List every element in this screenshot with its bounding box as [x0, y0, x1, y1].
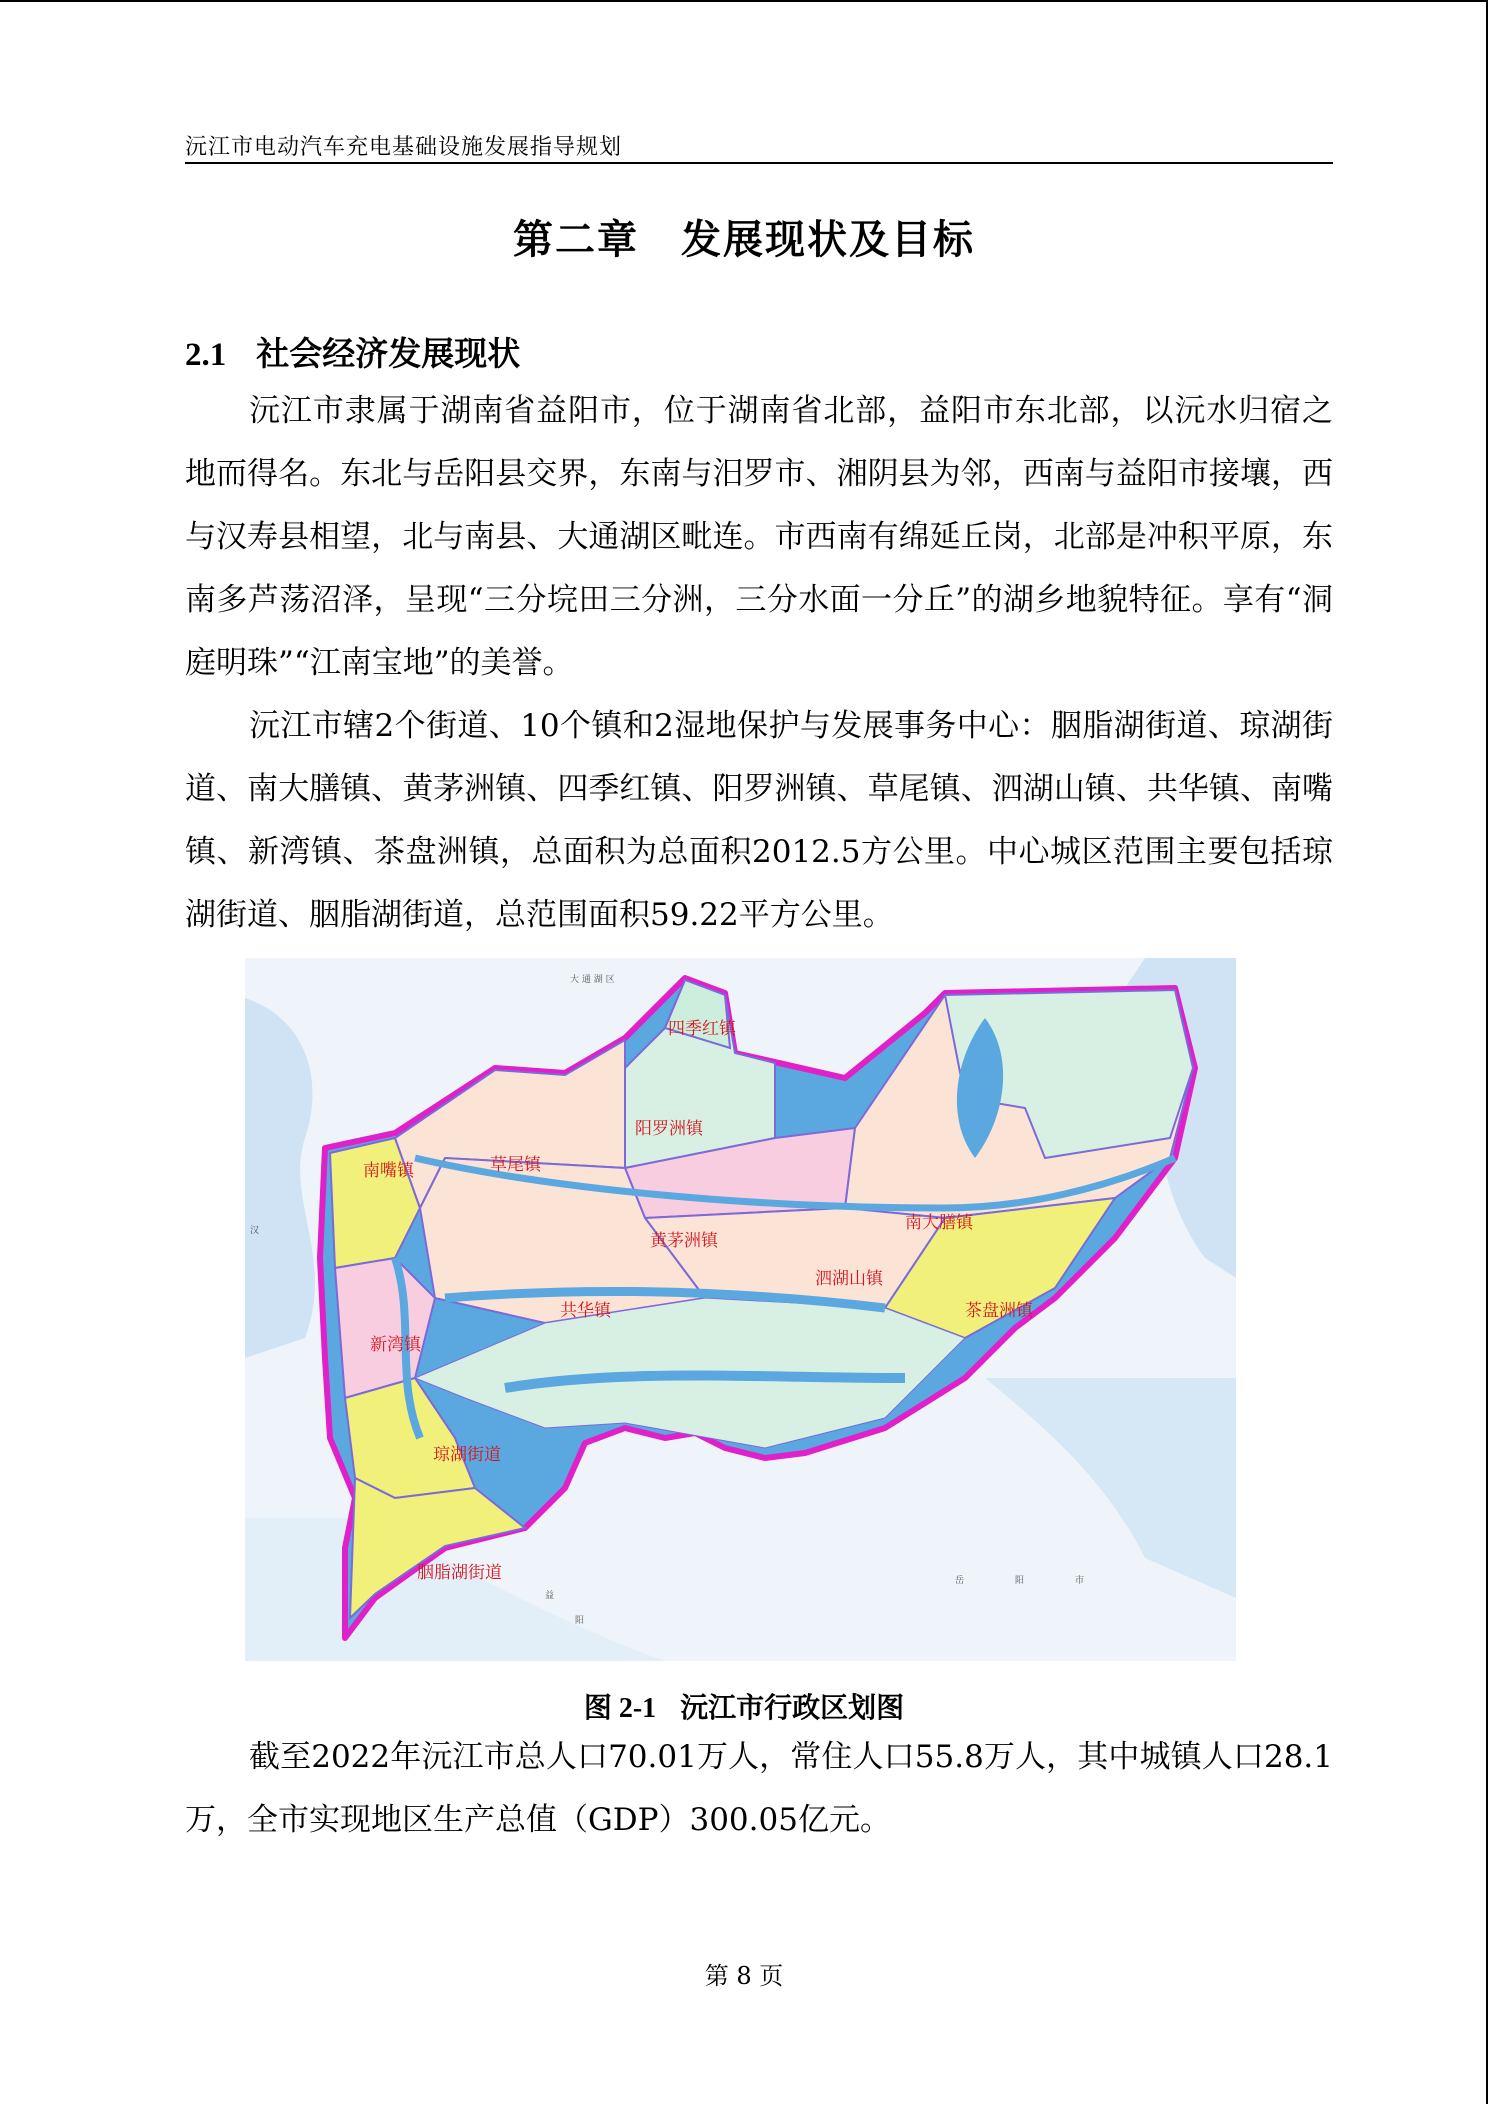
page-number: 第 8 页: [704, 1962, 784, 1990]
label-yue: 岳: [955, 1576, 965, 1586]
label-huangmaozhou: 黄茅洲镇: [650, 1231, 718, 1251]
label-caowei: 草尾镇: [490, 1155, 541, 1175]
label-chapanzhou: 茶盘洲镇: [965, 1301, 1033, 1321]
label-county: 市: [1075, 1576, 1085, 1586]
section-title: 社会经济发展现状: [256, 334, 521, 373]
figure-title: 沅江市行政区划图: [680, 1691, 905, 1724]
header-rule: [185, 162, 1333, 164]
figure-number: 图 2-1: [583, 1693, 657, 1724]
label-yang2: 阳: [575, 1616, 585, 1626]
section-number: 2.1: [185, 337, 227, 373]
label-nanzui: 南嘴镇: [363, 1161, 414, 1181]
label-nandashan: 南大膳镇: [905, 1213, 973, 1233]
paragraph-population: 截至2022年沅江市总人口70.01万人，常住人口55.8万人，其中城镇人口28.1万，全市实现地区生产总值（GDP）300.05亿元。: [185, 1739, 1333, 1838]
label-yiyang: 益: [545, 1591, 555, 1601]
label-xinwan: 新湾镇: [370, 1335, 421, 1355]
paragraph-location: 沅江市隶属于湖南省益阳市，位于湖南省北部，益阳市东北部，以沅水归宿之地而得名。东北与岳阳县交界，东南与汨罗市、湘阴县为邻，西南与益阳市接壤，西与汉寿县相望，北与南县、大通湖区毗连。市西南有绵延丘岗，北部是冲积平原，东南多芦荡沼泽，呈现“三分垸田三分洲，三分水面一分丘”的湖乡地貌特征。享有“洞庭明珠”“江南宝地”的美誉。: [185, 393, 1333, 681]
figure-caption: [0, 1686, 1488, 1726]
administrative-map: [245, 958, 1236, 1661]
running-header: 沅江市电动汽车充电基础设施发展指导规划: [185, 135, 623, 160]
chapter-title: 第二章 发展现状及目标: [513, 216, 975, 263]
label-top: 大 通 湖 区: [570, 975, 615, 985]
label-yang3: 阳: [1015, 1576, 1025, 1586]
paragraph-administration: 沅江市辖2个街道、10个镇和2湿地保护与发展事务中心：胭脂湖街道、琼湖街道、南大膳镇、黄茅洲镇、四季红镇、阳罗洲镇、草尾镇、泗湖山镇、共华镇、南嘴镇、新湾镇、茶盘洲镇，总面积为总面积2012.5方公里。中心城区范围主要包括琼湖街道、胭脂湖街道，总范围面积59.22平方公里。: [185, 708, 1333, 933]
section-heading: [185, 328, 520, 375]
label-han: 汉: [250, 1226, 260, 1236]
label-yangluozhou: 阳罗洲镇: [635, 1119, 703, 1139]
label-sihushan: 泗湖山镇: [815, 1269, 883, 1289]
label-yanzhihu: 胭脂湖街道: [417, 1563, 502, 1583]
label-sijihong: 四季红镇: [668, 1019, 736, 1039]
label-gonghua: 共华镇: [560, 1301, 611, 1321]
label-qionghu: 琼湖街道: [433, 1445, 501, 1465]
